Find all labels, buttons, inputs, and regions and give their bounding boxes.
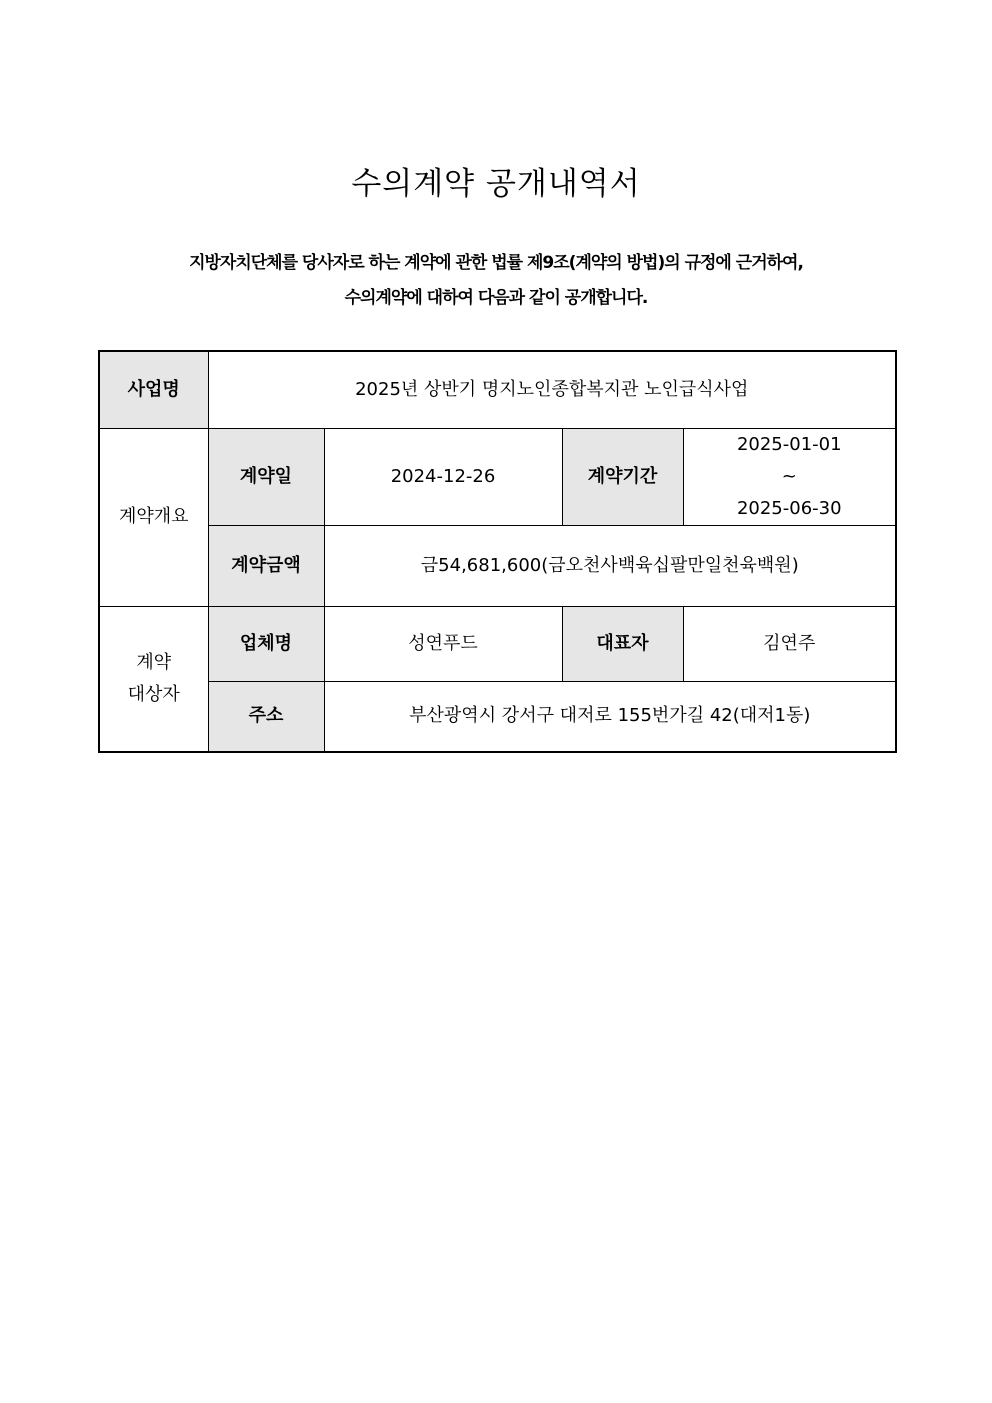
address-value: 부산광역시 강서구 대저로 155번가길 42(대저1동) xyxy=(324,681,896,752)
contract-table xyxy=(98,350,897,753)
company-name-value: 성연푸드 xyxy=(324,606,562,681)
contract-period-label: 계약기간 xyxy=(562,428,683,525)
contract-period-value xyxy=(683,428,896,525)
row-project xyxy=(99,351,896,428)
contract-party-label xyxy=(99,606,208,752)
intro-line-1: 지방자치단체를 당사자로 하는 계약에 관한 법률 제9조(계약의 방법)의 규정에 근거하여, xyxy=(189,253,803,273)
row-company xyxy=(99,606,896,681)
address-label: 주소 xyxy=(208,681,324,752)
document-title: 수의계약 공개내역서 xyxy=(351,166,641,202)
contract-period-end: 2025-06-30 xyxy=(736,497,842,519)
contract-date-value: 2024-12-26 xyxy=(324,428,562,525)
project-name-value: 2025년 상반기 명지노인종합복지관 노인급식사업 xyxy=(208,351,896,428)
contract-amount-value: 금54,681,600(금오천사백육십팔만일천육백원) xyxy=(324,525,896,606)
row-address xyxy=(99,681,896,752)
contract-amount-label: 계약금액 xyxy=(208,525,324,606)
contract-party-label-line1: 계약 xyxy=(136,651,172,673)
contract-period-separator: ~ xyxy=(781,465,797,487)
representative-value: 김연주 xyxy=(683,606,896,681)
contract-date-label: 계약일 xyxy=(208,428,324,525)
contract-party-label-line2: 대상자 xyxy=(127,683,180,705)
representative-label: 대표자 xyxy=(562,606,683,681)
contract-overview-label: 계약개요 xyxy=(99,428,208,606)
intro-line-2: 수의계약에 대하여 다음과 같이 공개합니다. xyxy=(344,288,648,308)
contract-period-start: 2025-01-01 xyxy=(736,433,842,455)
company-name-label: 업체명 xyxy=(208,606,324,681)
row-contract-date xyxy=(99,428,896,525)
project-name-label: 사업명 xyxy=(99,351,208,428)
row-contract-amount xyxy=(99,525,896,606)
